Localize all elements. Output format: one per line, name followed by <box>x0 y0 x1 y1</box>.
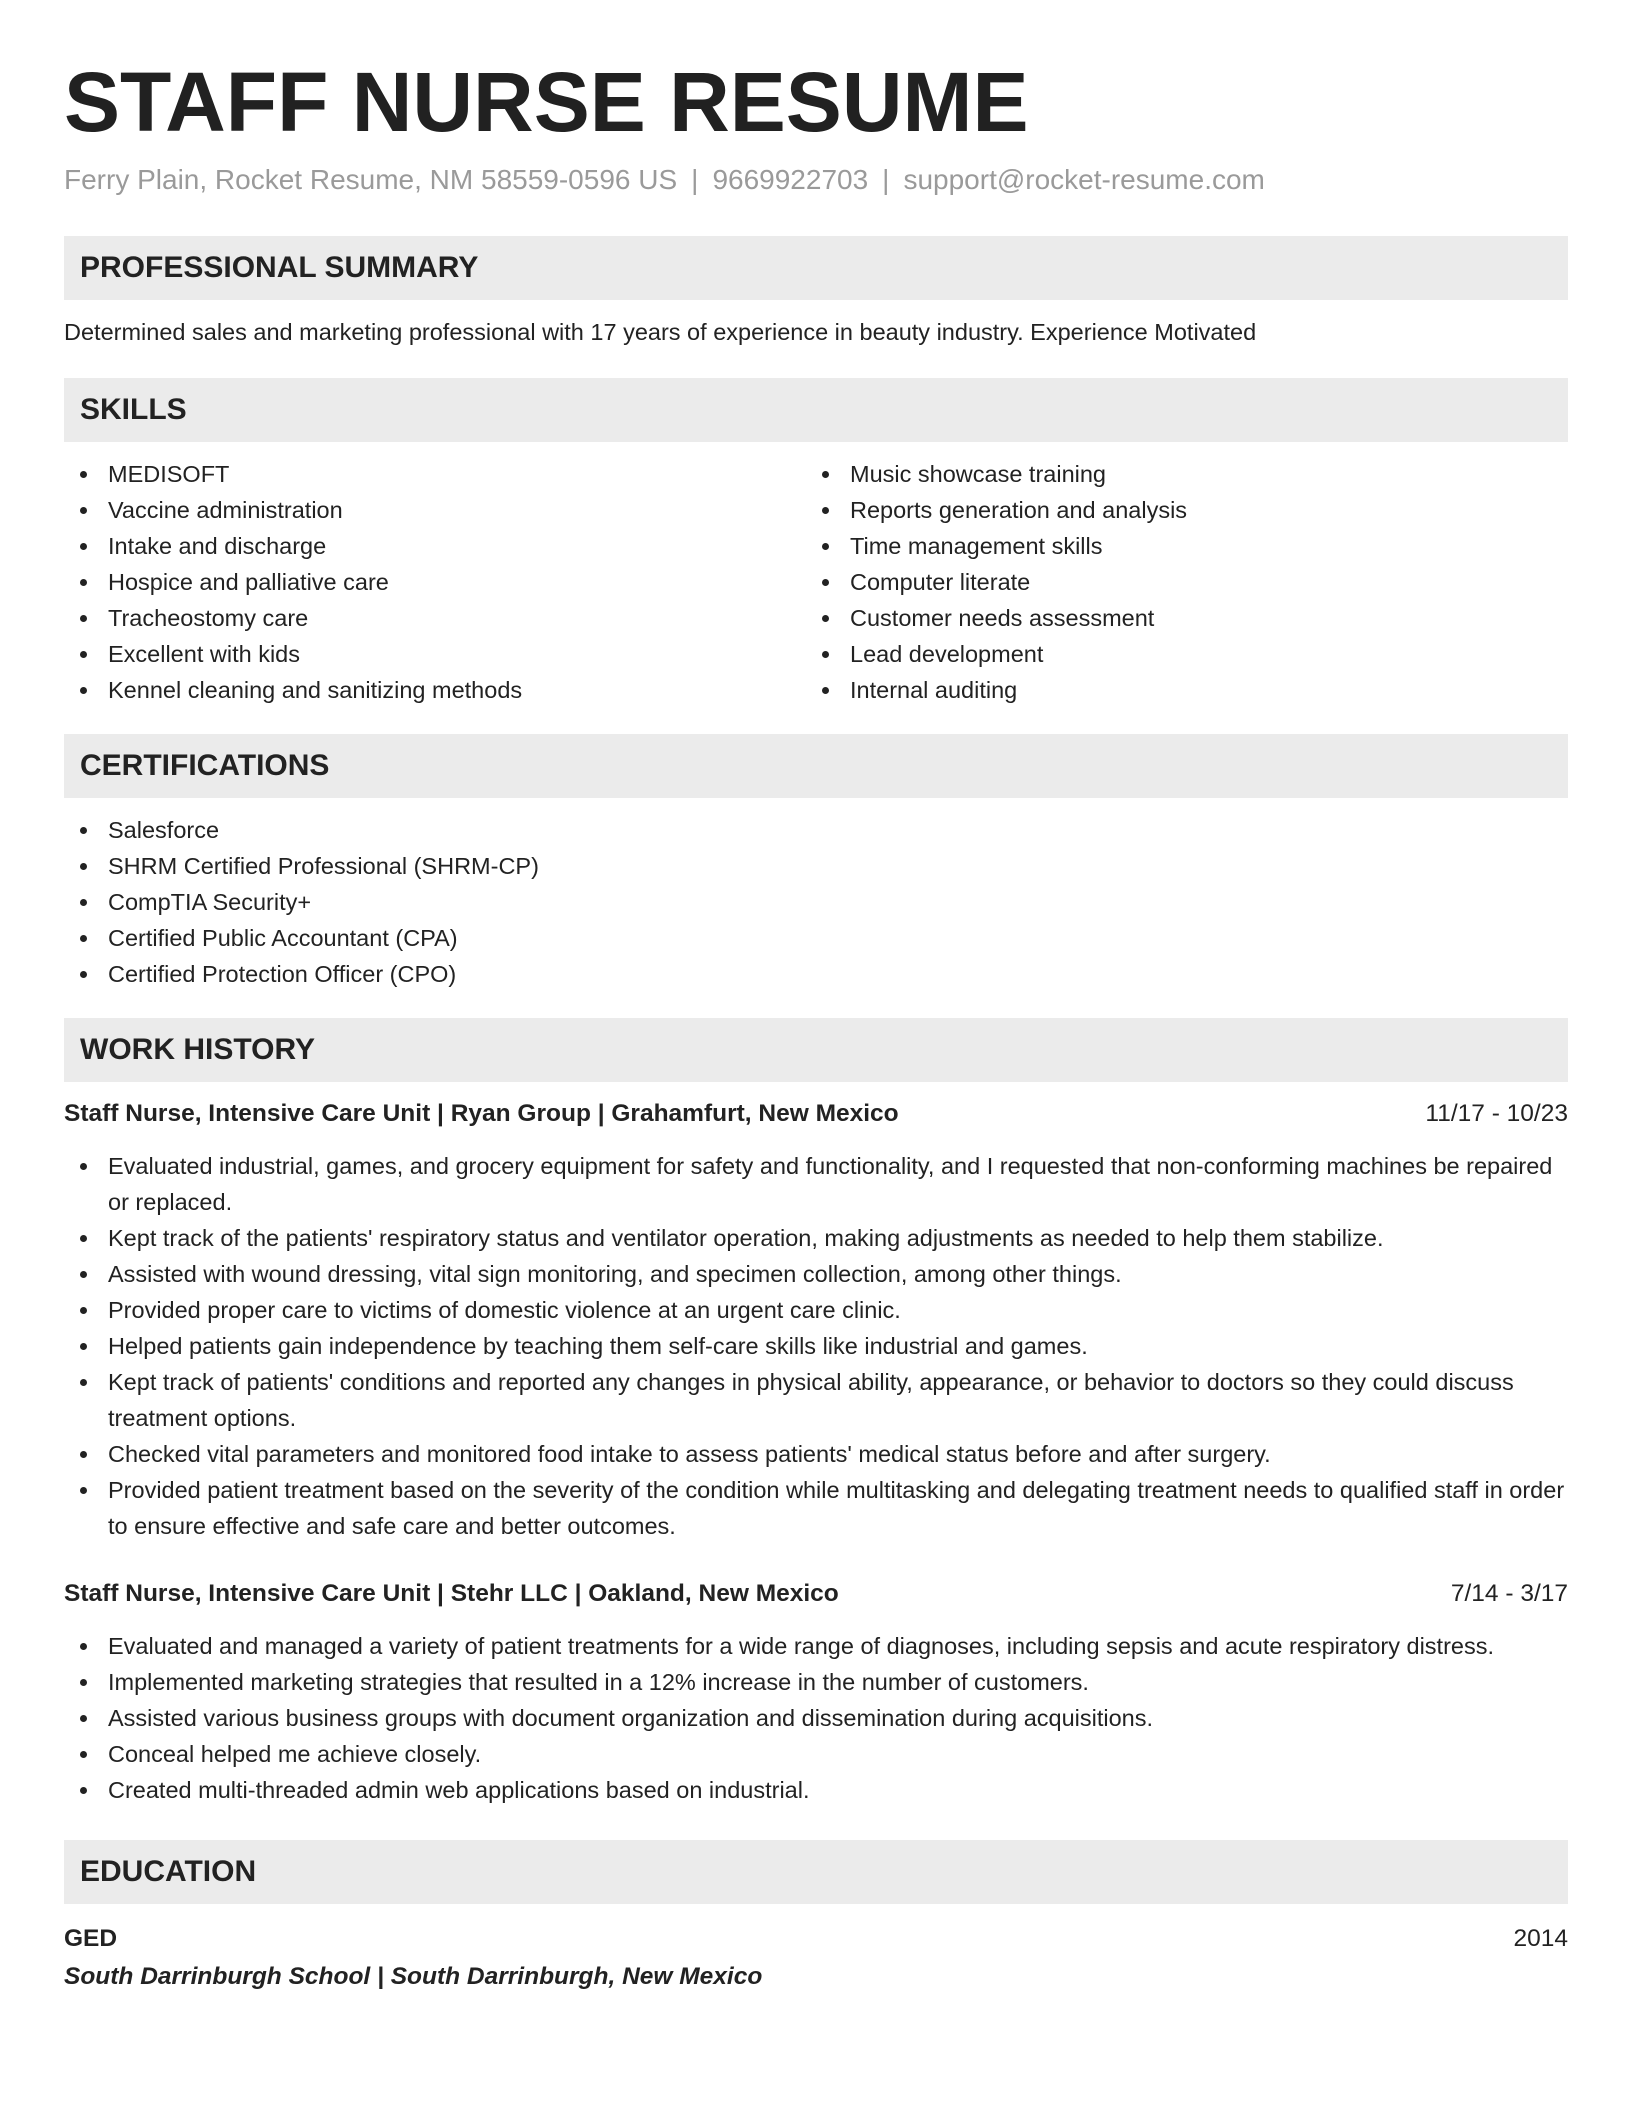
job-dates: 7/14 - 3/17 <box>1450 1580 1568 1607</box>
certifications-section <box>64 734 1568 992</box>
certification-item: Certified Public Accountant (CPA) <box>64 920 1568 956</box>
section-header-work-history: WORK HISTORY <box>64 1018 1568 1082</box>
job-bullet: Kept track of the patients' respiratory status and ventilator operation, making adjustments as needed to help them stabilize. <box>64 1220 1568 1256</box>
summary-section <box>64 236 1568 348</box>
section-header-certifications: CERTIFICATIONS <box>64 734 1568 798</box>
job-entry <box>64 1096 1568 1544</box>
summary-text: Determined sales and marketing professional with 17 years of experience in beauty industry. Experience Motivated <box>64 319 1257 345</box>
contact-separator: | <box>691 164 699 195</box>
resume-title: STAFF NURSE RESUME <box>64 55 1029 149</box>
job-title: Staff Nurse, Intensive Care Unit | Ryan Group | Grahamfurt, New Mexico <box>64 1100 899 1127</box>
certification-item: CompTIA Security+ <box>64 884 1568 920</box>
job-bullets <box>64 1148 1568 1544</box>
skill-item: Tracheostomy care <box>64 600 806 636</box>
job-bullet: Checked vital parameters and monitored food intake to assess patients' medical status before and after surgery. <box>64 1436 1568 1472</box>
skill-item: Intake and discharge <box>64 528 806 564</box>
job-dates: 11/17 - 10/23 <box>1425 1100 1568 1127</box>
skill-item: Internal auditing <box>806 672 1548 708</box>
education-row <box>64 1920 1568 1958</box>
contact-separator: | <box>882 164 890 195</box>
job-header <box>64 1096 1568 1132</box>
section-header-education: EDUCATION <box>64 1840 1568 1904</box>
job-bullets <box>64 1628 1568 1808</box>
job-bullet: Provided patient treatment based on the severity of the condition while multitasking and delegating treatment needs to qualified staff in order to ensure effective and safe care and better outcomes. <box>64 1472 1568 1544</box>
education-section <box>64 1840 1568 1996</box>
job-bullet: Evaluated industrial, games, and grocery equipment for safety and functionality, and I requested that non-conforming machines be repaired or replaced. <box>64 1148 1568 1220</box>
section-header-summary: PROFESSIONAL SUMMARY <box>64 236 1568 300</box>
skill-item: Time management skills <box>806 528 1548 564</box>
job-bullet: Created multi-threaded admin web applications based on industrial. <box>64 1772 1568 1808</box>
skills-list-right <box>806 456 1548 708</box>
education-school: South Darrinburgh School | South Darrinburgh, New Mexico <box>64 1963 763 1990</box>
job-bullet: Implemented marketing strategies that resulted in a 12% increase in the number of customers. <box>64 1664 1568 1700</box>
skills-section <box>64 378 1568 708</box>
job-entry <box>64 1576 1568 1808</box>
skill-item: Reports generation and analysis <box>806 492 1548 528</box>
education-year: 2014 <box>1513 1925 1568 1952</box>
contact-email[interactable]: support@rocket-resume.com <box>903 164 1265 195</box>
skill-item: Kennel cleaning and sanitizing methods <box>64 672 806 708</box>
job-bullet: Assisted with wound dressing, vital sign monitoring, and specimen collection, among other things. <box>64 1256 1568 1292</box>
job-header <box>64 1576 1568 1612</box>
skill-item: MEDISOFT <box>64 456 806 492</box>
skill-item: Vaccine administration <box>64 492 806 528</box>
section-header-skills: SKILLS <box>64 378 1568 442</box>
certifications-list <box>64 812 1568 992</box>
certification-item: Certified Protection Officer (CPO) <box>64 956 1568 992</box>
certification-item: Salesforce <box>64 812 1568 848</box>
job-title: Staff Nurse, Intensive Care Unit | Stehr LLC | Oakland, New Mexico <box>64 1580 839 1607</box>
job-bullet: Helped patients gain independence by teaching them self-care skills like industrial and games. <box>64 1328 1568 1364</box>
skill-item: Music showcase training <box>806 456 1548 492</box>
skill-item: Hospice and palliative care <box>64 564 806 600</box>
contact-phone: 9669922703 <box>712 164 869 195</box>
job-bullet: Conceal helped me achieve closely. <box>64 1736 1568 1772</box>
certification-item: SHRM Certified Professional (SHRM-CP) <box>64 848 1568 884</box>
contact-line <box>64 160 1568 200</box>
education-degree: GED <box>64 1925 118 1952</box>
job-bullet: Kept track of patients' conditions and reported any changes in physical ability, appearance, or behavior to doctors so they could discuss treatment options. <box>64 1364 1568 1436</box>
job-bullet: Evaluated and managed a variety of patient treatments for a wide range of diagnoses, including sepsis and acute respiratory distress. <box>64 1628 1568 1664</box>
skills-list-left <box>64 456 806 708</box>
skill-item: Lead development <box>806 636 1548 672</box>
job-bullet: Provided proper care to victims of domestic violence at an urgent care clinic. <box>64 1292 1568 1328</box>
contact-address: Ferry Plain, Rocket Resume, NM 58559-0596 US <box>64 164 678 195</box>
skill-item: Computer literate <box>806 564 1548 600</box>
job-bullet: Assisted various business groups with document organization and dissemination during acquisitions. <box>64 1700 1568 1736</box>
skill-item: Excellent with kids <box>64 636 806 672</box>
skill-item: Customer needs assessment <box>806 600 1548 636</box>
resume-page <box>64 52 1568 1996</box>
skills-grid <box>64 456 1568 708</box>
work-history-section <box>64 1018 1568 1808</box>
